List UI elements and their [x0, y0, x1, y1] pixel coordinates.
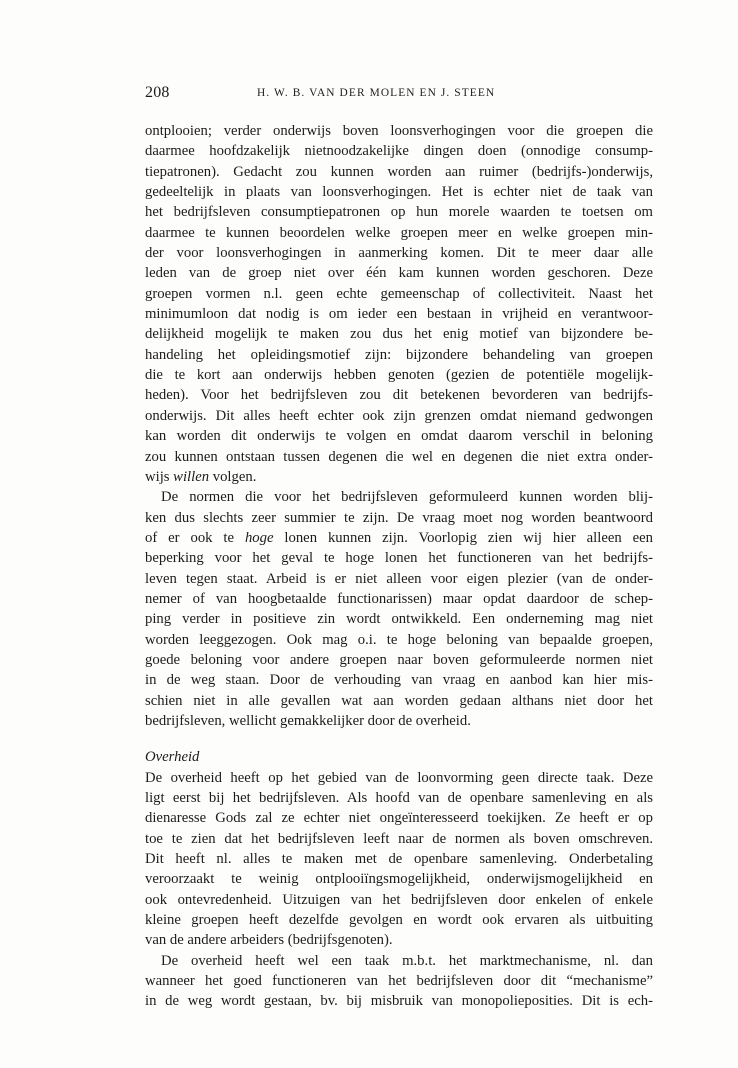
text-line: gedeeltelijk in plaats van loonsverhogingen. Het is echter niet de taak van — [145, 184, 653, 201]
text-line: die te kort aan onderwijs hebben genoten (gezien de potentiële mogelijk- — [145, 367, 653, 384]
text-line: kleine groepen heeft dezelfde gevolgen en wordt ook ervaren als uitbuiting — [145, 912, 653, 929]
text-line: goede beloning voor andere groepen naar boven geformuleerde normen niet — [145, 651, 653, 668]
text-line: De normen die voor het bedrijfsleven geformuleerd kunnen worden blij- — [161, 489, 653, 506]
text-line: der voor loonsverhogingen in aanmerking komen. Dit te meer daar alle — [145, 245, 653, 262]
text-line: handeling het opleidingsmotief zijn: bijzondere behandeling van groepen — [145, 346, 653, 363]
text-line: leven tegen staat. Arbeid is er niet alleen voor eigen plezier (van de onder- — [145, 570, 653, 587]
text-line: kan worden dit onderwijs te volgen en omdat daarom verschil in beloning — [145, 428, 653, 445]
text-line: Dit heeft nl. alles te maken met de openbare samenleving. Onderbetaling — [145, 851, 653, 868]
text-line: minimumloon dat nodig is om ieder een bestaan in vrijheid en verantwoor- — [145, 306, 653, 323]
text-line: ken dus slechts zeer summier te zijn. De vraag moet nog worden beantwoord — [145, 509, 653, 526]
text-line: zou kunnen ontstaan tussen degenen die wel en degenen die niet extra onder- — [145, 448, 653, 465]
section-spacer — [145, 731, 653, 747]
text-line: ligt eerst bij het bedrijfsleven. Als hoofd van de openbare samenleving en als — [145, 790, 653, 806]
text-line: het bedrijfsleven consumptiepatronen op hun morele waarden te toetsen om — [145, 204, 653, 221]
text-fragment: of er ook te — [145, 529, 245, 546]
text-fragment: lonen kunnen zijn. Voorlopig zien wij hier alleen een — [273, 529, 654, 546]
text-line: wanneer het goed functioneren van het bedrijfsleven door dit “mechanisme” — [145, 973, 653, 990]
text-line: De overheid heeft op het gebied van de loonvorming geen directe taak. Deze — [145, 769, 653, 786]
text-line: bedrijfsleven, wellicht gemakkelijker door de overheid. — [145, 712, 471, 729]
text-line: daarmee te kunnen beoordelen welke groepen meer en welke groepen min- — [145, 224, 653, 241]
italic-emphasis: hoge — [244, 529, 274, 546]
text-line — [145, 528, 653, 548]
text-fragment: volgen. — [209, 468, 257, 485]
text-line: schien niet in alle gevallen wat aan worden gedaan althans niet door het — [145, 692, 653, 709]
text-line: tiepatronen). Gedacht zou kunnen worden aan ruimer (bedrijfs-)onderwijs, — [145, 163, 653, 180]
text-line: veroorzaakt te weinig ontplooiïngsmogelijkheid, onderwijsmogelijkheid en — [145, 871, 653, 888]
text-line: De overheid heeft wel een taak m.b.t. het marktmechanisme, nl. dan — [161, 952, 653, 969]
text-line: in de weg staan. Door de verhouding van vraag en aanbod kan hier mis- — [145, 672, 653, 689]
text-line: heden). Voor het bedrijfsleven zou dit betekenen bevorderen van bedrijfs- — [145, 387, 653, 404]
text-line: in de weg wordt gestaan, bv. bij misbruik van monopolieposities. Dit is ech- — [145, 993, 653, 1010]
text-line: dienaresse Gods zal ze echter niet ongeïnteresseerd toekijken. Ze heeft er op — [145, 810, 653, 827]
text-line: worden leeggezogen. Ook mag o.i. te hoge beloning van bepaalde groepen, — [145, 631, 653, 648]
page-number: 208 — [145, 84, 170, 101]
text-line: van de andere arbeiders (bedrijfsgenoten). — [145, 932, 393, 949]
italic-emphasis: willen — [173, 468, 210, 485]
text-line: toe te zien dat het bedrijfsleven leeft naar de normen als boven omschreven. — [145, 830, 653, 847]
text-line — [145, 467, 653, 487]
text-line: beperking voor het geval te hoge lonen het functioneren van het bedrijfs- — [145, 550, 653, 567]
text-line: nemer of van hoogbetaalde functionarissen) maar opdat daardoor de schep- — [145, 590, 653, 607]
text-line: leden van de groep niet over één kam kunnen worden geschoren. Deze — [145, 265, 653, 282]
text-line: ook ontevredenheid. Uitzuigen van het bedrijfsleven door enkelen of enkele — [145, 891, 653, 908]
text-line: ontplooien; verder onderwijs boven loonsverhogingen voor die groepen die — [145, 123, 653, 139]
text-line: onderwijs. Dit alles heeft echter ook zijn grenzen omdat niemand gedwongen — [145, 407, 653, 424]
section-heading: Overheid — [145, 749, 200, 766]
page-header — [145, 84, 653, 106]
text-line: groepen vormen n.l. geen echte gemeenschap of collectiviteit. Naast het — [145, 285, 653, 302]
text-line: daarmee hoofdzakelijk nietnoodzakelijke dingen doen (onnodige consump- — [145, 143, 653, 160]
text-line: ping verder in positieve zin wordt ontwikkeld. Een onderneming mag niet — [145, 611, 653, 628]
running-head: H. W. B. VAN DER MOLEN EN J. STEEN — [257, 87, 496, 99]
body-text — [145, 121, 653, 1012]
text-line: delijkheid mogelijk te maken zou dus het enig motief van bijzondere be- — [145, 326, 653, 343]
text-fragment: wijs — [145, 468, 174, 485]
